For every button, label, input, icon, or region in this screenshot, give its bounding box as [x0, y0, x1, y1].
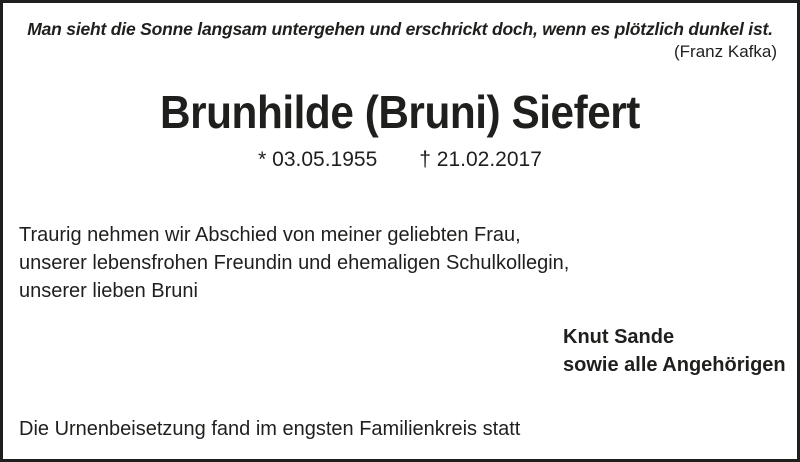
- birth-date: [258, 147, 377, 173]
- announcement-line: unserer lieben Bruni: [19, 280, 198, 302]
- announcement-line: unserer lebensfrohen Freundin und ehemaligen Schulkollegin,: [19, 252, 570, 274]
- mourners-addition: sowie alle Angehörigen: [563, 354, 786, 376]
- mourners-block: [563, 323, 786, 379]
- death-date: [419, 147, 542, 173]
- announcement-text: [19, 221, 781, 305]
- death-date-value: 21.02.2017: [436, 148, 542, 171]
- memorial-quote: Man sieht die Sonne langsam untergehen und erschrickt doch, wenn es plötzlich dunkel ist.: [27, 19, 773, 39]
- death-cross-icon: †: [419, 148, 431, 171]
- mourner-name: Knut Sande: [563, 326, 675, 348]
- birth-date-value: 03.05.1955: [272, 148, 378, 171]
- quote-attribution: (Franz Kafka): [674, 42, 777, 61]
- deceased-name: Brunhilde (Bruni) Siefert: [160, 86, 640, 138]
- burial-notice: Die Urnenbeisetzung fand im engsten Familienkreis statt: [19, 418, 521, 440]
- life-dates: [19, 147, 781, 173]
- born-star-icon: *: [258, 148, 267, 171]
- announcement-line: Traurig nehmen wir Abschied von meiner geliebten Frau,: [19, 224, 521, 246]
